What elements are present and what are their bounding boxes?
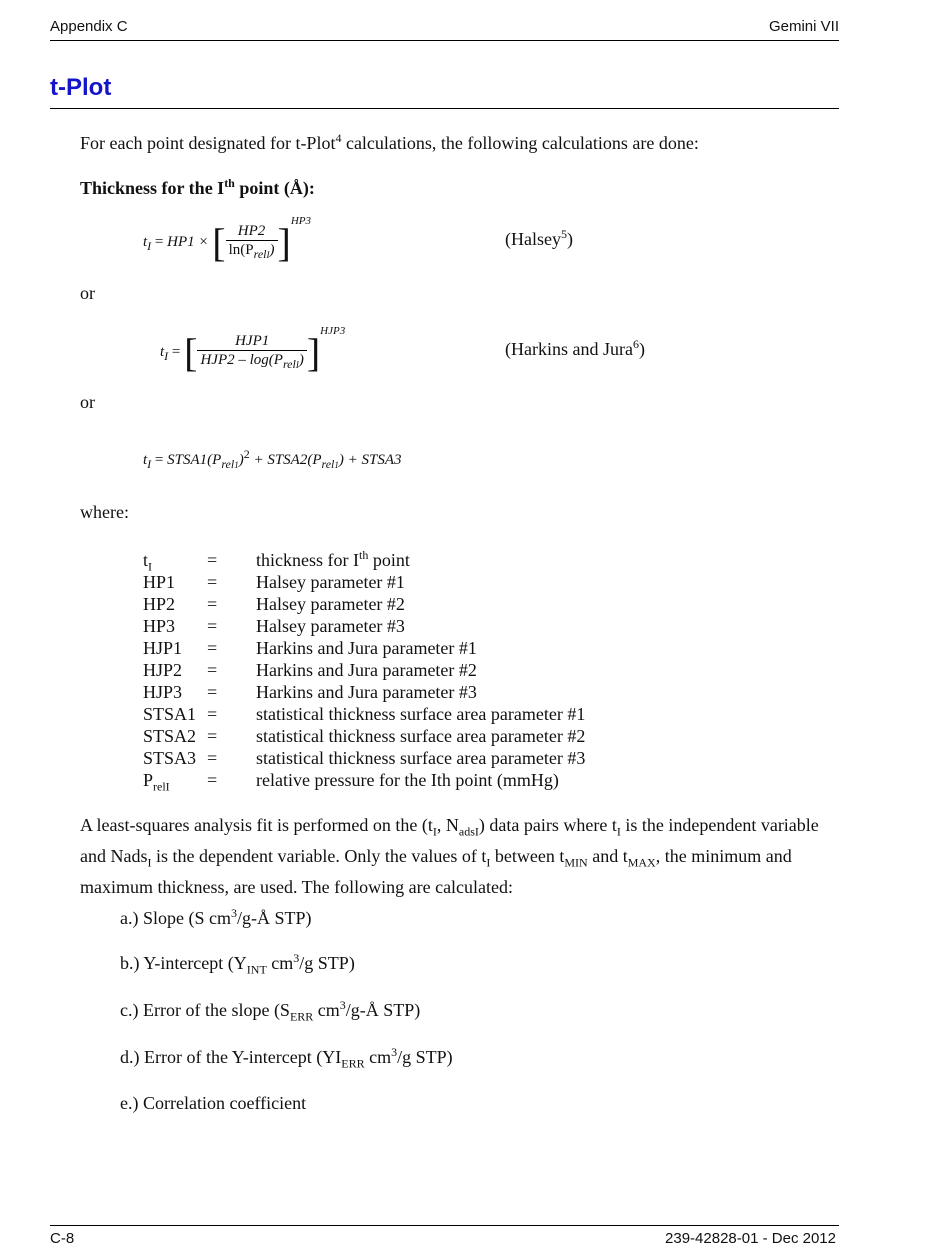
lsq-sub: I bbox=[486, 855, 491, 870]
eq-lhs: t bbox=[143, 452, 148, 468]
lsq-text: , N bbox=[436, 815, 459, 835]
definition-pre: statistical thickness surface area parameter #3 bbox=[256, 748, 586, 768]
item-mid: cm bbox=[313, 1000, 340, 1020]
list-item bbox=[120, 1045, 453, 1072]
item-sub: ERR bbox=[341, 1056, 365, 1071]
definition-row bbox=[143, 676, 585, 702]
open-bracket: [ bbox=[212, 219, 226, 265]
list-item bbox=[120, 1091, 306, 1118]
equals-sign: = bbox=[207, 682, 218, 702]
fraction bbox=[226, 222, 278, 264]
eq-lhs-sub: I bbox=[147, 457, 152, 471]
equals-sign: = bbox=[207, 704, 218, 724]
where-label: where: bbox=[80, 502, 129, 522]
list-item bbox=[120, 951, 355, 978]
definitions-list bbox=[143, 544, 586, 794]
item-sup: 3 bbox=[391, 1045, 398, 1059]
stsa-equation bbox=[143, 447, 402, 472]
ref-name: (Halsey bbox=[505, 229, 561, 249]
item-text: d.) Error of the Y-intercept (YI bbox=[120, 1047, 342, 1067]
exponent: HP3 bbox=[290, 215, 311, 227]
lsq-sub: MAX bbox=[627, 855, 656, 870]
item-sup: 3 bbox=[293, 951, 300, 965]
definition-text bbox=[256, 770, 559, 790]
lsq-sub: I bbox=[616, 824, 621, 839]
lsq-sub: adsI bbox=[458, 824, 479, 839]
den-text: HJP2 – log(P bbox=[200, 351, 283, 368]
symbol-text: STSA1 bbox=[143, 704, 197, 724]
ref-close: ) bbox=[566, 229, 573, 249]
definition-row bbox=[143, 698, 586, 724]
item-post: /g STP) bbox=[299, 953, 355, 973]
equals-sign: = bbox=[207, 748, 218, 768]
den-sub: rel bbox=[253, 246, 267, 261]
den-sub2: I bbox=[295, 359, 299, 370]
ref-close: ) bbox=[638, 339, 645, 359]
lsq-text: between t bbox=[490, 846, 565, 867]
equals-sign: = bbox=[207, 638, 218, 658]
term-1-close: ) bbox=[238, 452, 244, 468]
list-item bbox=[120, 906, 312, 933]
header-divider bbox=[50, 40, 839, 41]
equals-sign: = bbox=[207, 572, 218, 592]
definition-pre: thickness for I bbox=[256, 550, 359, 570]
or-text-2: or bbox=[80, 392, 95, 412]
definition-row bbox=[143, 654, 585, 680]
term-1: STSA1(P bbox=[167, 452, 222, 468]
intro-text: For each point designated for t-Plot bbox=[80, 133, 336, 153]
lsq-sub: MIN bbox=[564, 855, 588, 870]
denominator bbox=[197, 351, 306, 374]
eq-lhs-sub: I bbox=[147, 239, 152, 253]
den-text: ln(P bbox=[228, 241, 254, 258]
definition-pre: Halsey parameter #2 bbox=[256, 594, 405, 614]
lsq-text: , the minimum and bbox=[655, 846, 792, 867]
equals-sign: = bbox=[207, 616, 218, 636]
definition-sup: th bbox=[358, 548, 369, 562]
definition-pre: Harkins and Jura parameter #3 bbox=[256, 682, 477, 702]
equals-sign: = bbox=[207, 660, 218, 680]
halsey-equation bbox=[143, 215, 311, 264]
eq-lhs: t bbox=[160, 344, 165, 360]
eq-coefficient: HP1 × bbox=[167, 234, 213, 250]
item-text: a.) Slope (S cm bbox=[120, 908, 231, 928]
eq-lhs-sub: I bbox=[164, 349, 169, 363]
item-post: /g-Å STP) bbox=[345, 1000, 421, 1020]
den-sub: rel bbox=[282, 356, 296, 371]
square-exponent: 2 bbox=[243, 447, 250, 461]
symbol-sub: I bbox=[148, 559, 153, 574]
heading-sup: th bbox=[224, 176, 235, 190]
page-number: C-8 bbox=[50, 1230, 75, 1247]
term-1-sub2: 1 bbox=[234, 460, 239, 470]
title-divider bbox=[50, 108, 839, 109]
section-title: t-Plot bbox=[50, 74, 112, 101]
definition-row bbox=[143, 632, 585, 658]
close-bracket: ] bbox=[306, 329, 321, 375]
running-header-left: Appendix C bbox=[50, 18, 128, 35]
least-squares-paragraph bbox=[80, 813, 850, 900]
definition-row bbox=[143, 742, 586, 768]
item-post: /g-Å STP) bbox=[236, 908, 312, 928]
numerator: HP2 bbox=[226, 222, 278, 241]
den-close: ) bbox=[298, 351, 304, 368]
footnote-ref: 4 bbox=[335, 131, 342, 145]
symbol-text: HJP2 bbox=[143, 660, 183, 680]
definition-row bbox=[143, 764, 585, 794]
item-mid: cm bbox=[266, 953, 294, 973]
definition-post: point bbox=[368, 550, 410, 570]
term-1-sub: rel bbox=[221, 457, 235, 471]
document-number: 239-42828-01 - Dec 2012 bbox=[665, 1230, 836, 1247]
symbol-text: STSA3 bbox=[143, 748, 197, 768]
definition-pre: statistical thickness surface area parameter #1 bbox=[256, 704, 586, 724]
term-2-close: ) + STSA3 bbox=[338, 452, 402, 468]
equals-sign: = bbox=[207, 594, 218, 614]
lsq-text: is the independent variable bbox=[620, 815, 819, 835]
item-post: /g STP) bbox=[397, 1047, 453, 1067]
harkins-jura-equation bbox=[160, 325, 345, 374]
item-sup: 3 bbox=[230, 906, 237, 920]
numerator: HJP1 bbox=[197, 332, 306, 351]
eq-lhs: t bbox=[143, 234, 148, 250]
item-text: e.) Correlation coefficient bbox=[120, 1093, 307, 1113]
definition-symbol bbox=[143, 769, 207, 798]
ref-name: (Harkins and Jura bbox=[505, 339, 633, 359]
fraction bbox=[197, 332, 306, 374]
definition-pre: Harkins and Jura parameter #2 bbox=[256, 660, 477, 680]
item-text: b.) Y-intercept (Y bbox=[120, 953, 247, 973]
harkins-jura-reference bbox=[505, 337, 645, 360]
equals-sign: = bbox=[168, 344, 185, 360]
intro-text-end: calculations, the following calculations are done: bbox=[341, 133, 699, 153]
symbol-text: HJP1 bbox=[143, 638, 183, 658]
exponent: HJP3 bbox=[320, 325, 346, 337]
symbol-sub: relI bbox=[153, 779, 170, 794]
item-sup: 3 bbox=[339, 998, 346, 1012]
close-bracket: ] bbox=[277, 219, 291, 265]
lsq-text: and Nads bbox=[80, 846, 148, 867]
den-close: ) bbox=[269, 241, 275, 258]
symbol-text: P bbox=[143, 770, 154, 790]
ref-num: 6 bbox=[632, 337, 639, 351]
symbol-text: HP3 bbox=[143, 616, 176, 636]
lsq-text: maximum thickness, are used. The following are calculated: bbox=[80, 877, 514, 898]
running-header-right: Gemini VII bbox=[768, 18, 839, 35]
symbol-text: HJP3 bbox=[143, 682, 183, 702]
ref-num: 5 bbox=[560, 227, 567, 241]
heading-text: Thickness for the I bbox=[80, 178, 225, 198]
or-text-1: or bbox=[80, 283, 95, 303]
item-mid: cm bbox=[364, 1047, 392, 1067]
symbol-text: HP1 bbox=[143, 572, 176, 592]
lsq-text: is the dependent variable. Only the values of t bbox=[151, 846, 487, 867]
term-2-sub: rel bbox=[321, 457, 335, 471]
definition-row bbox=[143, 720, 586, 746]
item-sub: ERR bbox=[289, 1009, 314, 1024]
lsq-text: A least-squares analysis fit is performed on the (t bbox=[80, 815, 433, 835]
lsq-text: ) data pairs where t bbox=[478, 815, 617, 835]
definition-pre: statistical thickness surface area parameter #2 bbox=[256, 726, 586, 746]
symbol-text: STSA2 bbox=[143, 726, 197, 746]
definition-pre: relative pressure for the Ith point (mmHg) bbox=[256, 770, 559, 790]
definition-pre: Halsey parameter #1 bbox=[256, 572, 405, 592]
intro-paragraph bbox=[80, 126, 699, 155]
term-2: + STSA2(P bbox=[249, 452, 322, 468]
symbol-text: HP2 bbox=[143, 594, 176, 614]
definition-pre: Halsey parameter #3 bbox=[256, 616, 405, 636]
footer-divider bbox=[50, 1225, 839, 1226]
definition-row bbox=[143, 610, 585, 636]
list-item bbox=[120, 998, 420, 1025]
definition-row bbox=[143, 544, 585, 574]
lsq-text: and t bbox=[587, 846, 628, 867]
item-sub: INT bbox=[246, 962, 267, 977]
definition-pre: Harkins and Jura parameter #1 bbox=[256, 638, 477, 658]
term-2-sub2: 1 bbox=[334, 460, 339, 470]
equals-sign: = bbox=[151, 452, 168, 468]
equals-sign: = bbox=[151, 234, 168, 250]
equals-sign: = bbox=[207, 550, 218, 570]
item-text: c.) Error of the slope (S bbox=[120, 1000, 290, 1020]
thickness-heading bbox=[80, 171, 315, 200]
definition-row bbox=[143, 566, 585, 592]
halsey-reference bbox=[505, 227, 573, 250]
den-sub2: I bbox=[266, 249, 270, 260]
lsq-sub: I bbox=[147, 855, 152, 870]
symbol-text: t bbox=[143, 550, 149, 570]
heading-text-end: point (Å): bbox=[234, 178, 315, 198]
definition-row bbox=[143, 588, 585, 614]
equals-sign: = bbox=[207, 770, 218, 790]
equals-sign: = bbox=[207, 726, 218, 746]
open-bracket: [ bbox=[184, 329, 198, 375]
denominator bbox=[226, 241, 278, 264]
lsq-sub: I bbox=[432, 824, 437, 839]
